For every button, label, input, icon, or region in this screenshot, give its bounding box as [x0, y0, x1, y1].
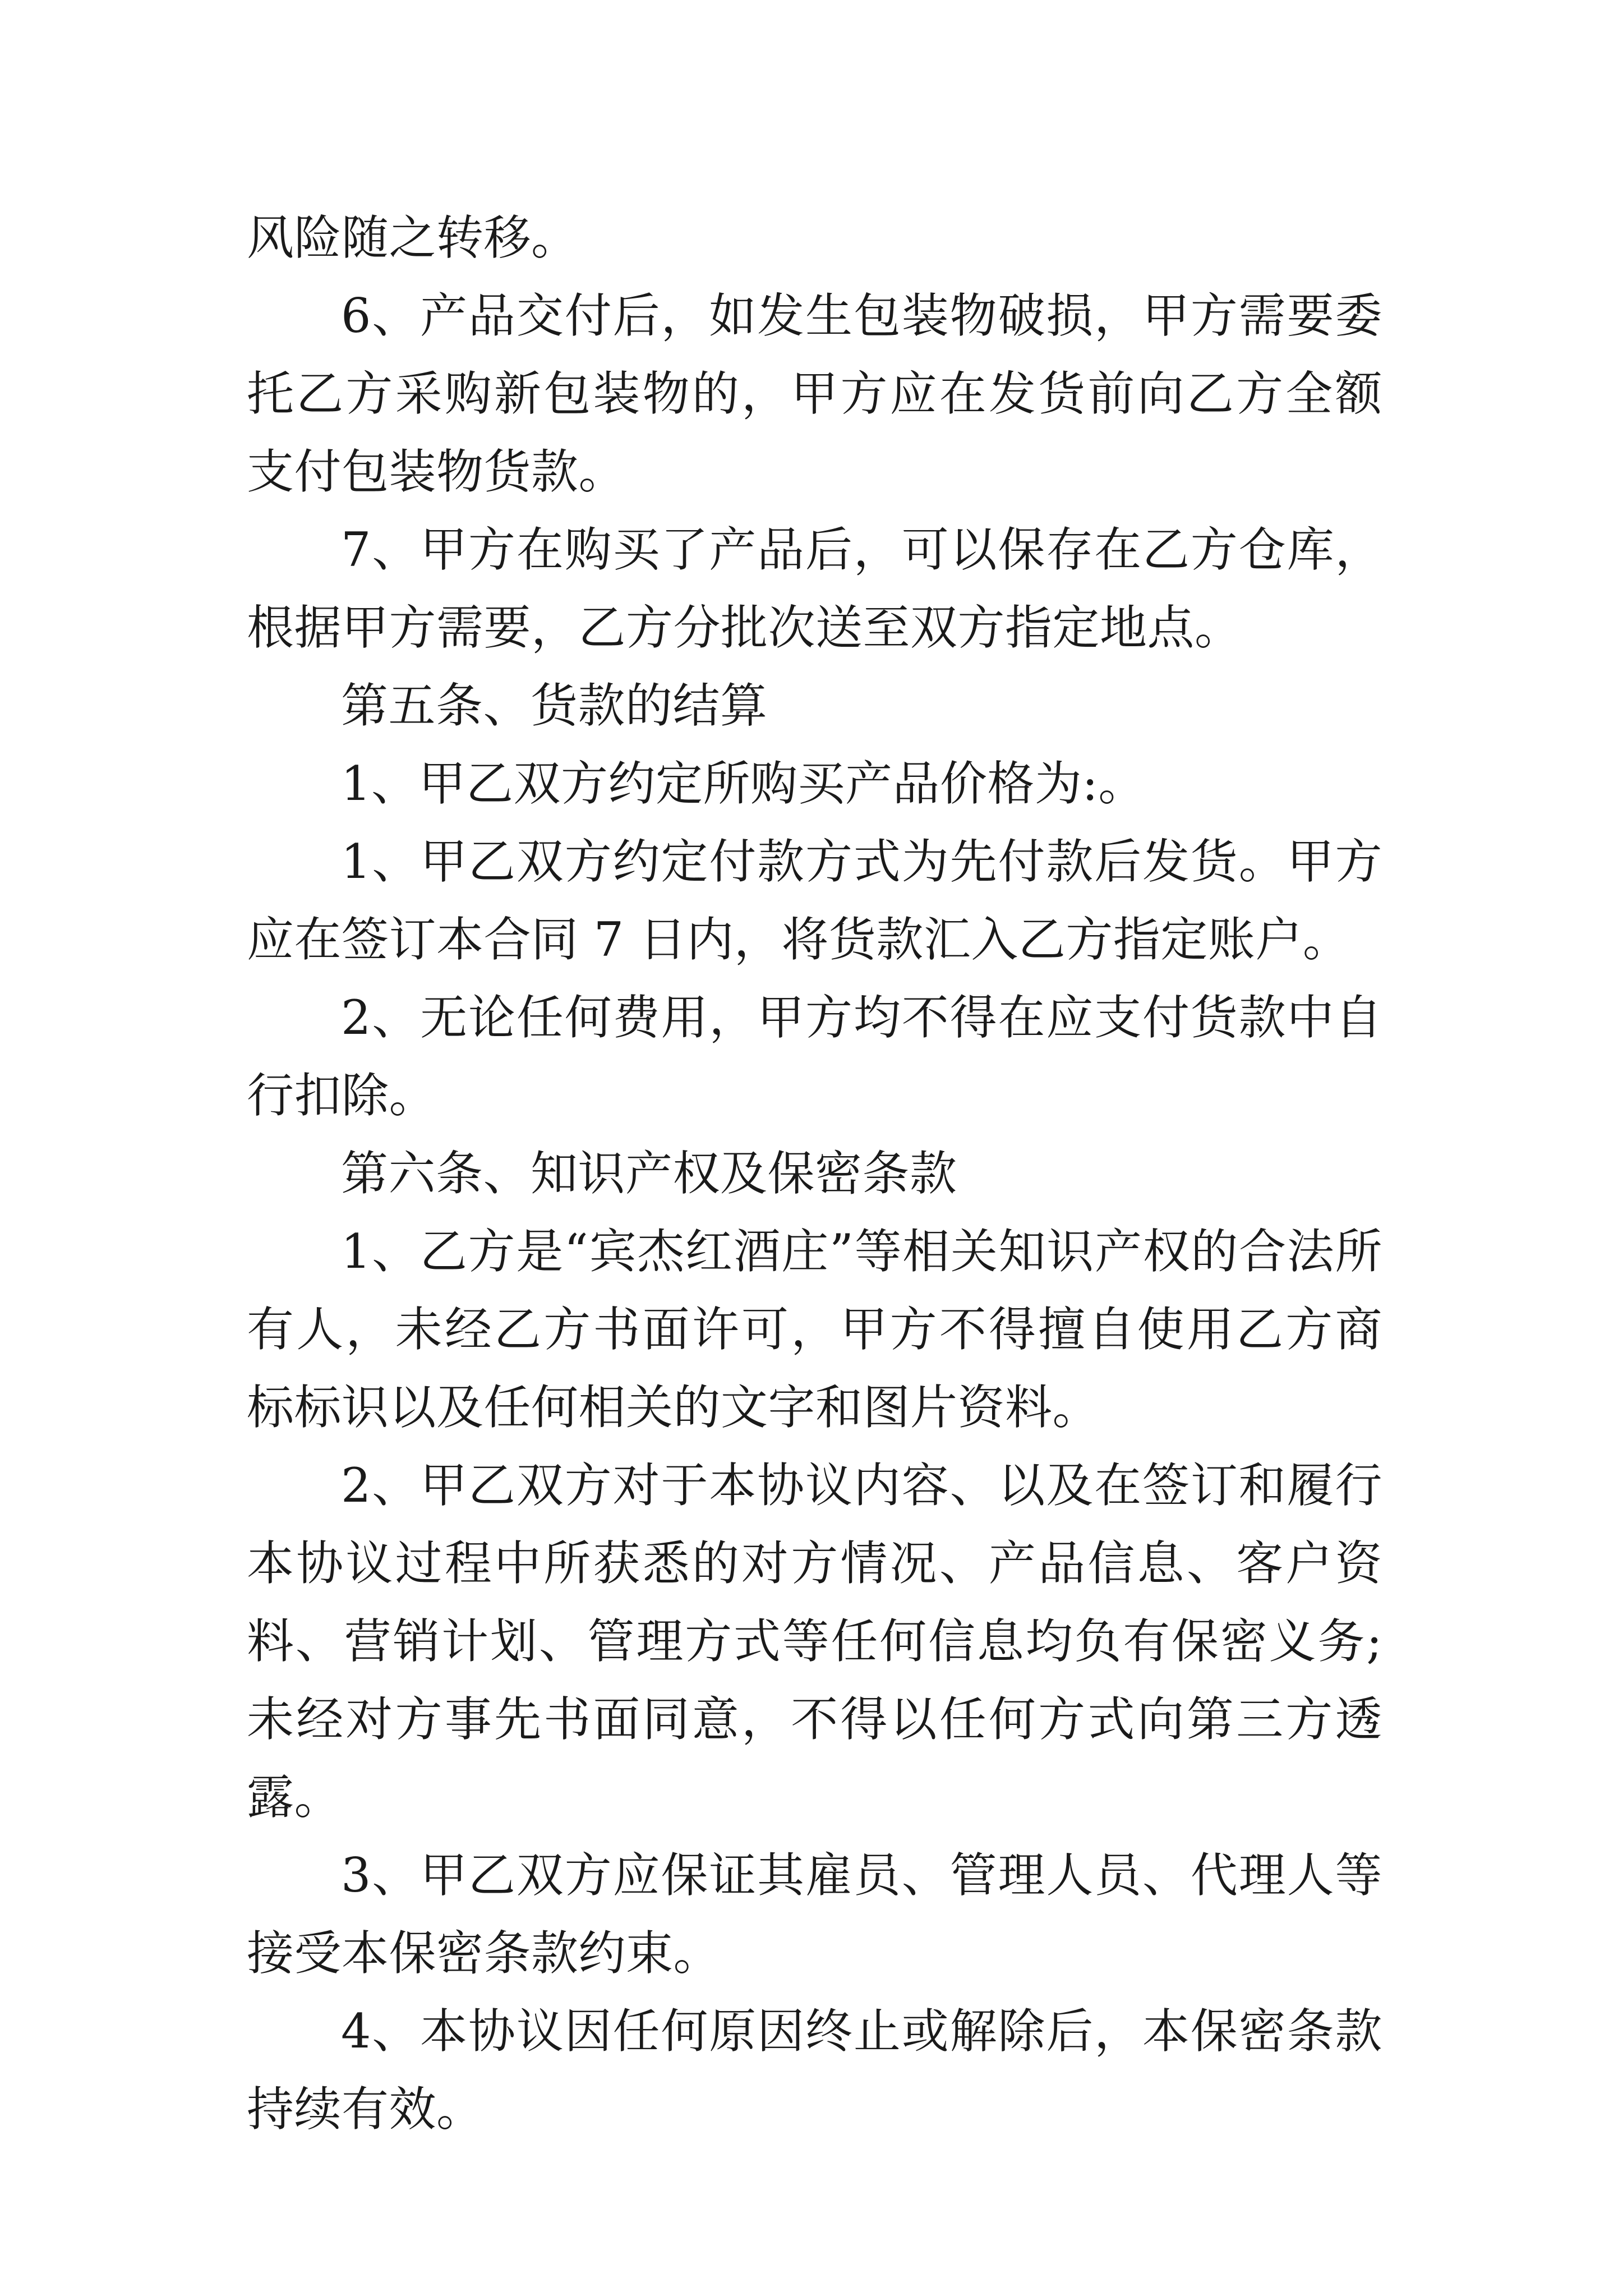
paragraph-clause-6-3: 3、甲乙双方应保证其雇员、管理人员、代理人等接受本保密条款约束。 — [247, 1848, 1382, 1981]
document-body — [247, 199, 1382, 2148]
section-heading-article-6: 第六条、知识产权及保密条款 — [341, 1146, 957, 1201]
paragraph-clause-6-4: 4、本协议因任何原因终止或解除后，本保密条款持续有效。 — [247, 2004, 1382, 2137]
paragraph-risk-transfer: 风险随之转移。 — [247, 210, 579, 265]
paragraph-clause-5-1-price: 1、甲乙双方约定所购买产品价格为:。 — [341, 756, 1146, 811]
section-heading-article-5: 第五条、货款的结算 — [341, 678, 768, 733]
paragraph-clause-5-2: 2、无论任何费用，甲方均不得在应支付货款中自行扣除。 — [247, 990, 1382, 1123]
paragraph-clause-6-1: 1、乙方是“宾杰红酒庄”等相关知识产权的合法所有人，未经乙方书面许可，甲方不得擅自使用乙方商标标识以及任何相关的文字和图片资料。 — [247, 1224, 1382, 1435]
paragraph-clause-4-7: 7、甲方在购买了产品后，可以保存在乙方仓库，根据甲方需要，乙方分批次送至双方指定地点。 — [247, 522, 1382, 655]
paragraph-clause-5-1-payment: 1、甲乙双方约定付款方式为先付款后发货。甲方应在签订本合同 7 日内，将货款汇入乙方指定账户。 — [247, 834, 1382, 967]
paragraph-clause-4-6: 6、产品交付后，如发生包装物破损，甲方需要委托乙方采购新包装物的，甲方应在发货前向乙方全额支付包装物货款。 — [247, 288, 1382, 499]
paragraph-clause-6-2: 2、甲乙双方对于本协议内容、以及在签订和履行本协议过程中所获悉的对方情况、产品信息、客户资料、营销计划、管理方式等任何信息均负有保密义务;未经对方事先书面同意，不得以任何方式向第三方透露。 — [247, 1458, 1382, 1825]
